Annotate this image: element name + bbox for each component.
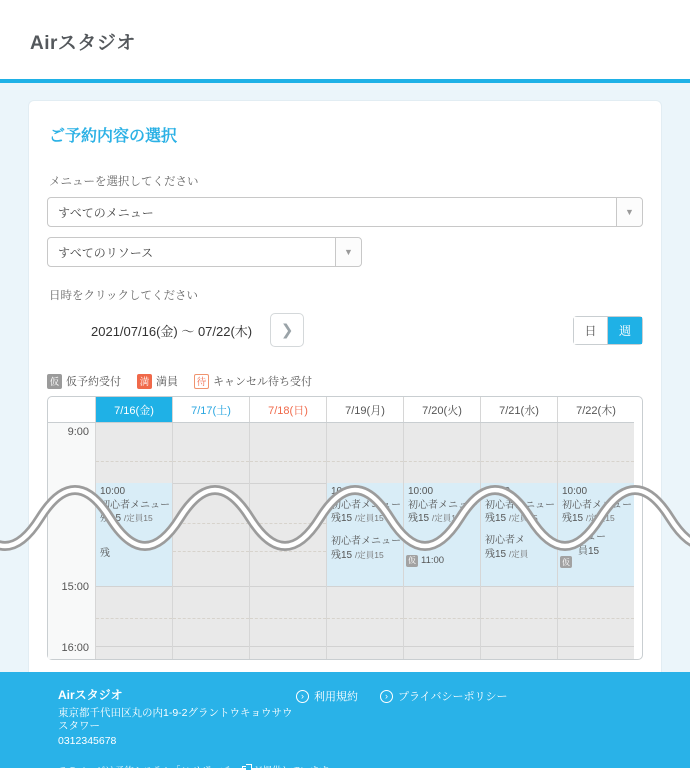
privacy-link-label: プライバシーポリシー bbox=[398, 691, 508, 703]
menu-select-value: すべてのメニュー bbox=[58, 205, 154, 220]
event-title: 初心者メニュー bbox=[562, 499, 632, 511]
event-fragment: 初心者メ bbox=[485, 535, 525, 546]
provider-note: このページは予約システム「Airリザーブ」 が提供しています bbox=[58, 766, 329, 777]
datetime-label: 日時をクリックしてください bbox=[49, 290, 199, 302]
day-column-tue[interactable] bbox=[403, 423, 480, 659]
event-availability: 残15 /定員15 bbox=[408, 513, 461, 524]
date-range: 2021/07/16(金) ～ 07/22(木) bbox=[91, 323, 253, 339]
event-fragment: 初心者メニュー bbox=[331, 536, 401, 547]
reservation-card bbox=[28, 100, 662, 679]
event-time: 10:00 bbox=[331, 486, 357, 497]
event-slot[interactable] bbox=[485, 485, 555, 526]
legend-label: 仮予約受付 bbox=[66, 376, 121, 388]
event-availability: 残15 /定員15 bbox=[485, 513, 538, 524]
legend-label: キャンセル待ち受付 bbox=[213, 376, 312, 388]
footer-address: 東京都千代田区丸の内1-9-2グラントウキョウサウスタワー bbox=[58, 707, 293, 732]
time-label: 15:00 bbox=[61, 581, 89, 593]
day-header-sat[interactable]: 7/17(土) bbox=[172, 397, 249, 422]
page-title: ご予約内容の選択 bbox=[49, 128, 178, 145]
time-label: 16:00 bbox=[61, 642, 89, 654]
day-header-thu[interactable]: 7/22(木) bbox=[557, 397, 634, 422]
external-link-icon bbox=[242, 766, 250, 774]
legend-item-waitlist bbox=[194, 373, 312, 389]
calendar-body bbox=[48, 423, 634, 659]
event-title: 初心者メニュー bbox=[408, 499, 478, 511]
footer-links bbox=[296, 688, 529, 704]
legend-item-full bbox=[137, 373, 178, 389]
time-label: 9:00 bbox=[67, 426, 89, 438]
site-header bbox=[0, 0, 690, 83]
event-availability: 残15 /定員15 bbox=[562, 513, 615, 524]
day-column-mon[interactable] bbox=[326, 423, 403, 659]
day-column-wed[interactable] bbox=[480, 423, 557, 659]
calendar-header-row bbox=[48, 397, 634, 423]
event-time: 10:00 bbox=[562, 486, 588, 497]
event-title: 初心者メニュー bbox=[331, 499, 401, 511]
provisional-badge-icon: 仮 bbox=[408, 556, 416, 565]
day-header-wed[interactable]: 7/21(水) bbox=[480, 397, 557, 422]
event-title: 初心者メニュー bbox=[485, 499, 555, 511]
next-week-button[interactable] bbox=[270, 313, 304, 347]
event-fragment: 残15 /定員15 bbox=[331, 550, 384, 561]
legend bbox=[47, 373, 643, 389]
event-slot[interactable] bbox=[408, 485, 478, 526]
day-header-fri[interactable]: 7/16(金) bbox=[95, 397, 172, 422]
event-time: 10:00 bbox=[100, 486, 126, 497]
footer-phone: 0312345678 bbox=[58, 735, 117, 747]
event-title: 初心者メニュー bbox=[100, 499, 170, 511]
time-column-header bbox=[48, 397, 95, 422]
air-reserve-link[interactable]: 予約システム「Airリザーブ」 bbox=[114, 766, 239, 777]
date-navigation-row bbox=[47, 313, 643, 347]
event-slot[interactable] bbox=[331, 485, 401, 526]
chevron-down-icon: ▼ bbox=[335, 238, 361, 266]
site-title: Airスタジオ bbox=[30, 33, 136, 54]
view-toggle bbox=[573, 316, 643, 345]
day-header-tue[interactable]: 7/20(火) bbox=[403, 397, 480, 422]
time-label: 10:00 bbox=[61, 486, 89, 498]
toggle-week-button[interactable]: 週 bbox=[608, 317, 642, 344]
footer-info bbox=[58, 686, 296, 747]
event-fragment: 仮 11:00 bbox=[408, 555, 445, 566]
menu-select[interactable] bbox=[47, 197, 643, 227]
day-column-thu[interactable] bbox=[557, 423, 634, 659]
day-column-sat[interactable] bbox=[172, 423, 249, 659]
event-slot[interactable] bbox=[100, 485, 170, 526]
event-fragment: 員15 bbox=[578, 546, 600, 557]
event-fragment: 残 bbox=[100, 548, 110, 559]
main-content bbox=[0, 83, 690, 679]
chevron-right-icon: ❯ bbox=[280, 322, 294, 339]
legend-item-provisional bbox=[47, 373, 121, 389]
privacy-link[interactable] bbox=[380, 688, 507, 704]
day-header-sun[interactable]: 7/18(日) bbox=[249, 397, 326, 422]
legend-label: 満員 bbox=[156, 376, 178, 388]
event-slot[interactable] bbox=[562, 485, 632, 526]
event-time: 10:00 bbox=[408, 486, 434, 497]
event-fragment bbox=[560, 556, 575, 569]
event-fragment: 残15 /定員 bbox=[485, 549, 529, 560]
waitlist-badge-icon: 待 bbox=[194, 374, 209, 389]
footer-store-name: Airスタジオ bbox=[58, 688, 123, 702]
week-calendar bbox=[47, 396, 643, 660]
toggle-day-button[interactable]: 日 bbox=[574, 317, 608, 344]
menu-select-label: メニューを選択してください bbox=[49, 176, 199, 188]
resource-select[interactable] bbox=[47, 237, 362, 267]
event-fragment: ュー bbox=[586, 532, 606, 543]
site-footer bbox=[0, 672, 690, 777]
day-column-sun[interactable] bbox=[249, 423, 326, 659]
circle-chevron-icon: › bbox=[296, 690, 309, 703]
provisional-badge-icon: 仮 bbox=[47, 374, 62, 389]
terms-link[interactable] bbox=[296, 688, 358, 704]
provisional-badge-icon: 仮 bbox=[562, 557, 570, 567]
day-header-mon[interactable]: 7/19(月) bbox=[326, 397, 403, 422]
time-column bbox=[48, 423, 95, 659]
event-availability: 残15 /定員15 bbox=[331, 513, 384, 524]
circle-chevron-icon: › bbox=[380, 690, 393, 703]
event-availability: 残15 /定員15 bbox=[100, 513, 153, 524]
resource-select-value: すべてのリソース bbox=[58, 245, 154, 260]
full-badge-icon: 満 bbox=[137, 374, 152, 389]
day-column-fri[interactable] bbox=[95, 423, 172, 659]
event-time: 10:00 bbox=[485, 486, 511, 497]
chevron-down-icon: ▼ bbox=[616, 198, 642, 226]
terms-link-label: 利用規約 bbox=[314, 691, 358, 703]
